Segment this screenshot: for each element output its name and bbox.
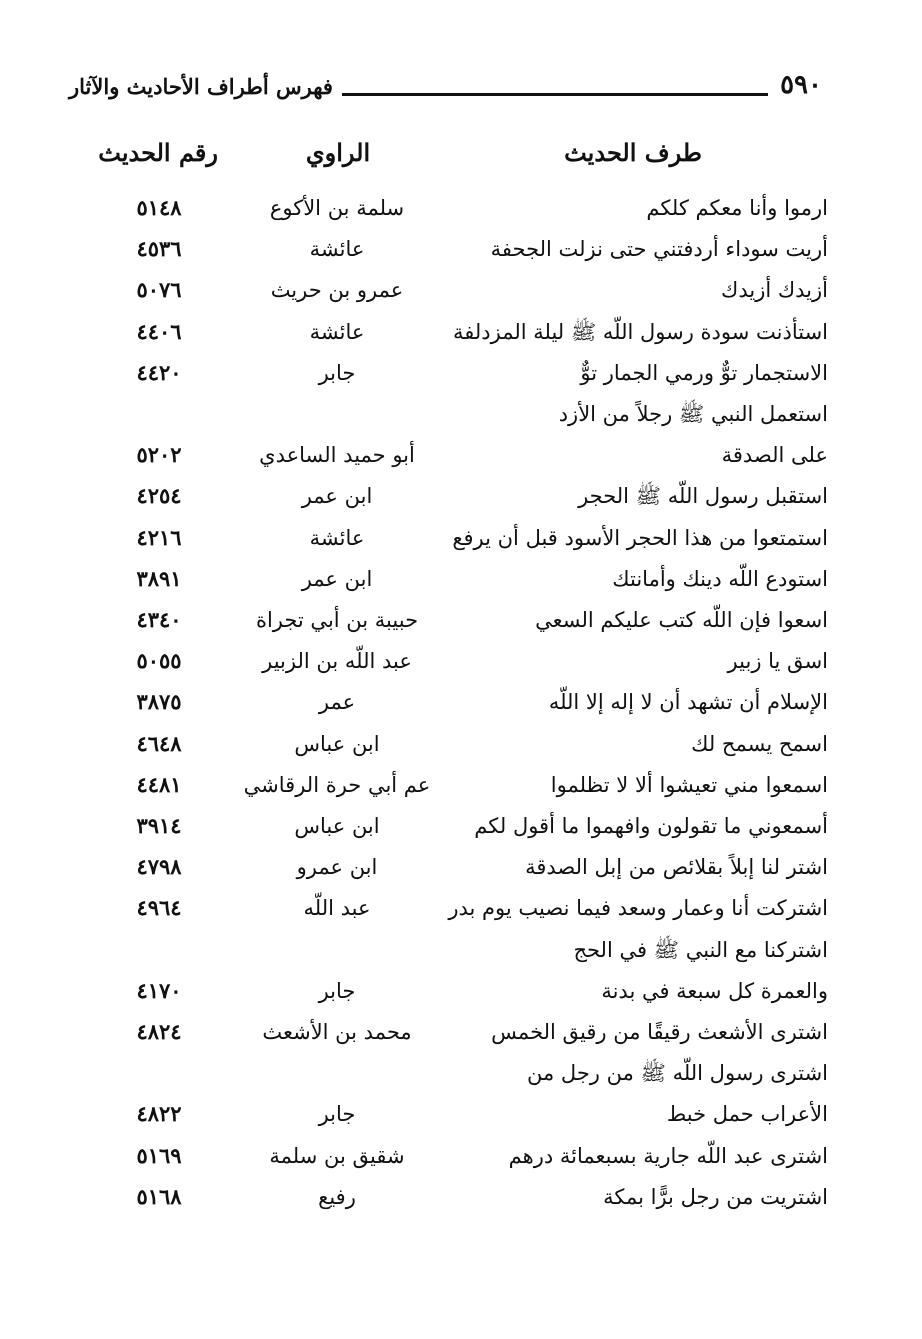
hadith-number: ٣٨٩١	[136, 565, 182, 591]
hadith-number: ٤٤٠٦	[136, 318, 182, 344]
hadith-text: اسمعوا مني تعيشوا ألا لا تظلموا	[550, 772, 828, 797]
table-row	[0, 1177, 922, 1217]
table-row	[0, 1012, 922, 1052]
hadith-text: اشترى الأشعث رقيقًا من رقيق الخمس	[491, 1020, 828, 1044]
narrator-name: عبد اللّه	[303, 896, 371, 921]
hadith-text: اشتر لنا إبلاً بقلائص من إبل الصدقة	[525, 855, 828, 880]
table-row	[0, 600, 922, 640]
hadith-number: ٤٤٨١	[136, 771, 182, 797]
hadith-number	[104, 394, 214, 434]
narrator-name: ابن عمرو	[296, 855, 378, 880]
narrator-name: عائشة	[309, 237, 365, 262]
table-row	[0, 888, 922, 928]
hadith-text: اشتركنا مع النبي ﷺ في الحج	[573, 937, 828, 962]
running-title: فهرس أطراف الأحاديث والآثار	[69, 74, 333, 99]
narrator-name: سلمة بن الأكوع	[269, 196, 405, 220]
hadith-number: ٤٢٥٤	[136, 483, 182, 509]
hadith-number: ٤٨٢٢	[136, 1101, 182, 1127]
hadith-text: اشتركت أنا وعمار وسعد فيما نصيب يوم بدر	[448, 896, 828, 921]
hadith-number: ٥٠٧٦	[136, 277, 182, 303]
narrator-name: ابن عمر	[301, 566, 373, 591]
hadith-text: استأذنت سودة رسول اللّه ﷺ ليلة المزدلفة	[452, 319, 828, 344]
hadith-text: اسق يا زبير	[727, 649, 828, 674]
hadith-number	[104, 930, 214, 970]
table-row	[0, 559, 922, 599]
table-row	[0, 724, 922, 764]
hadith-number: ٥٠٥٥	[136, 648, 182, 674]
hadith-number: ٥٢٠٢	[136, 442, 182, 468]
hadith-number: ٣٩١٤	[136, 813, 182, 838]
narrator-name: عبد اللّه بن الزبير	[262, 649, 412, 674]
table-row	[0, 312, 922, 352]
table-row	[0, 641, 922, 681]
table-row	[0, 765, 922, 805]
table-row	[0, 1136, 922, 1176]
hadith-text: استعمل النبي ﷺ رجلاً من الأزد	[558, 402, 828, 426]
table-row	[0, 188, 922, 228]
narrator-name	[232, 394, 442, 434]
column-headers	[0, 138, 922, 178]
column-header-number: رقم الحديث	[98, 138, 218, 167]
hadith-number: ٥١٤٨	[136, 195, 182, 220]
narrator-name: ابن عباس	[294, 814, 380, 838]
column-header-hadith: طرف الحديث	[564, 138, 702, 167]
hadith-text: الإسلام أن تشهد أن لا إله إلا اللّه	[548, 690, 828, 715]
hadith-text: اشتريت من رجل برًّا بمكة	[603, 1184, 828, 1209]
narrator-name: عم أبي حرة الرقاشي	[243, 772, 431, 797]
hadith-number: ٥١٦٩	[136, 1142, 182, 1168]
table-row	[0, 518, 922, 558]
hadith-text: أزيدك أزيدك	[721, 278, 828, 303]
hadith-number: ٤٦٤٨	[136, 730, 182, 756]
hadith-number: ٤٩٦٤	[136, 895, 182, 921]
hadith-text: على الصدقة	[721, 443, 828, 468]
hadith-text: استقبل رسول اللّه ﷺ الحجر	[578, 484, 828, 509]
table-row	[0, 682, 922, 722]
hadith-text: أسمعوني ما تقولون وافهموا ما أقول لكم	[474, 814, 828, 838]
narrator-name: عائشة	[309, 319, 365, 344]
header-rule	[342, 93, 768, 96]
table-row	[0, 847, 922, 887]
table-row	[0, 435, 922, 475]
table-row	[0, 1094, 922, 1134]
narrator-name: ابن عباس	[294, 731, 380, 756]
hadith-text: الأعراب حمل خبط	[666, 1102, 828, 1127]
page-number: ٥٩٠	[780, 70, 822, 100]
table-row	[0, 229, 922, 269]
narrator-name: أبو حميد الساعدي	[259, 443, 415, 468]
hadith-number: ٤٤٢٠	[136, 359, 182, 385]
hadith-text: الاستجمار توٌّ ورمي الجمار توٌّ	[580, 360, 828, 385]
narrator-name: شقيق بن سلمة	[269, 1143, 405, 1168]
column-header-narrator: الراوي	[305, 138, 371, 167]
hadith-number: ٣٨٧٥	[136, 689, 182, 715]
narrator-name: جابر	[318, 978, 356, 1003]
hadith-number: ٤١٧٠	[136, 977, 182, 1003]
hadith-number: ٤٣٤٠	[136, 607, 182, 632]
hadith-text: اشترى رسول اللّه ﷺ من رجل من	[527, 1061, 828, 1086]
narrator-name: حبيبة بن أبي تجراة	[255, 608, 419, 632]
hadith-text: استودع اللّه دينك وأمانتك	[612, 566, 828, 591]
table-row	[0, 270, 922, 310]
narrator-name: عمر	[318, 690, 356, 715]
narrator-name: جابر	[318, 360, 356, 385]
narrator-name: جابر	[318, 1102, 356, 1127]
hadith-text: والعمرة كل سبعة في بدنة	[601, 978, 828, 1003]
page-header	[0, 60, 922, 120]
table-row	[0, 930, 922, 970]
table-row	[0, 476, 922, 516]
table-row	[0, 806, 922, 846]
narrator-name: عمرو بن حريث	[270, 278, 404, 303]
hadith-number: ٤٨٢٤	[136, 1019, 182, 1044]
hadith-text: ارموا وأنا معكم كلكم	[646, 196, 828, 220]
hadith-text: اشترى عبد اللّه جارية بسبعمائة درهم	[508, 1143, 828, 1168]
table-row	[0, 394, 922, 434]
narrator-name: رفيع	[318, 1184, 356, 1209]
hadith-text: اسعوا فإن اللّه كتب عليكم السعي	[535, 608, 828, 632]
narrator-name: عائشة	[309, 525, 365, 550]
table-row	[0, 1053, 922, 1093]
narrator-name	[232, 1053, 442, 1093]
hadith-text: اسمح يسمح لك	[691, 731, 828, 756]
hadith-number: ٤٧٩٨	[136, 854, 182, 880]
table-row	[0, 353, 922, 393]
hadith-number: ٤٥٣٦	[136, 236, 182, 262]
hadith-number: ٥١٦٨	[136, 1183, 182, 1209]
narrator-name	[232, 930, 442, 970]
hadith-number	[104, 1053, 214, 1093]
hadith-number: ٤٢١٦	[136, 524, 182, 550]
table-row	[0, 971, 922, 1011]
hadith-text: استمتعوا من هذا الحجر الأسود قبل أن يرفع	[452, 525, 828, 550]
narrator-name: محمد بن الأشعث	[262, 1020, 412, 1044]
narrator-name: ابن عمر	[301, 484, 373, 509]
hadith-text: أريت سوداء أردفتني حتى نزلت الجحفة	[490, 237, 828, 262]
